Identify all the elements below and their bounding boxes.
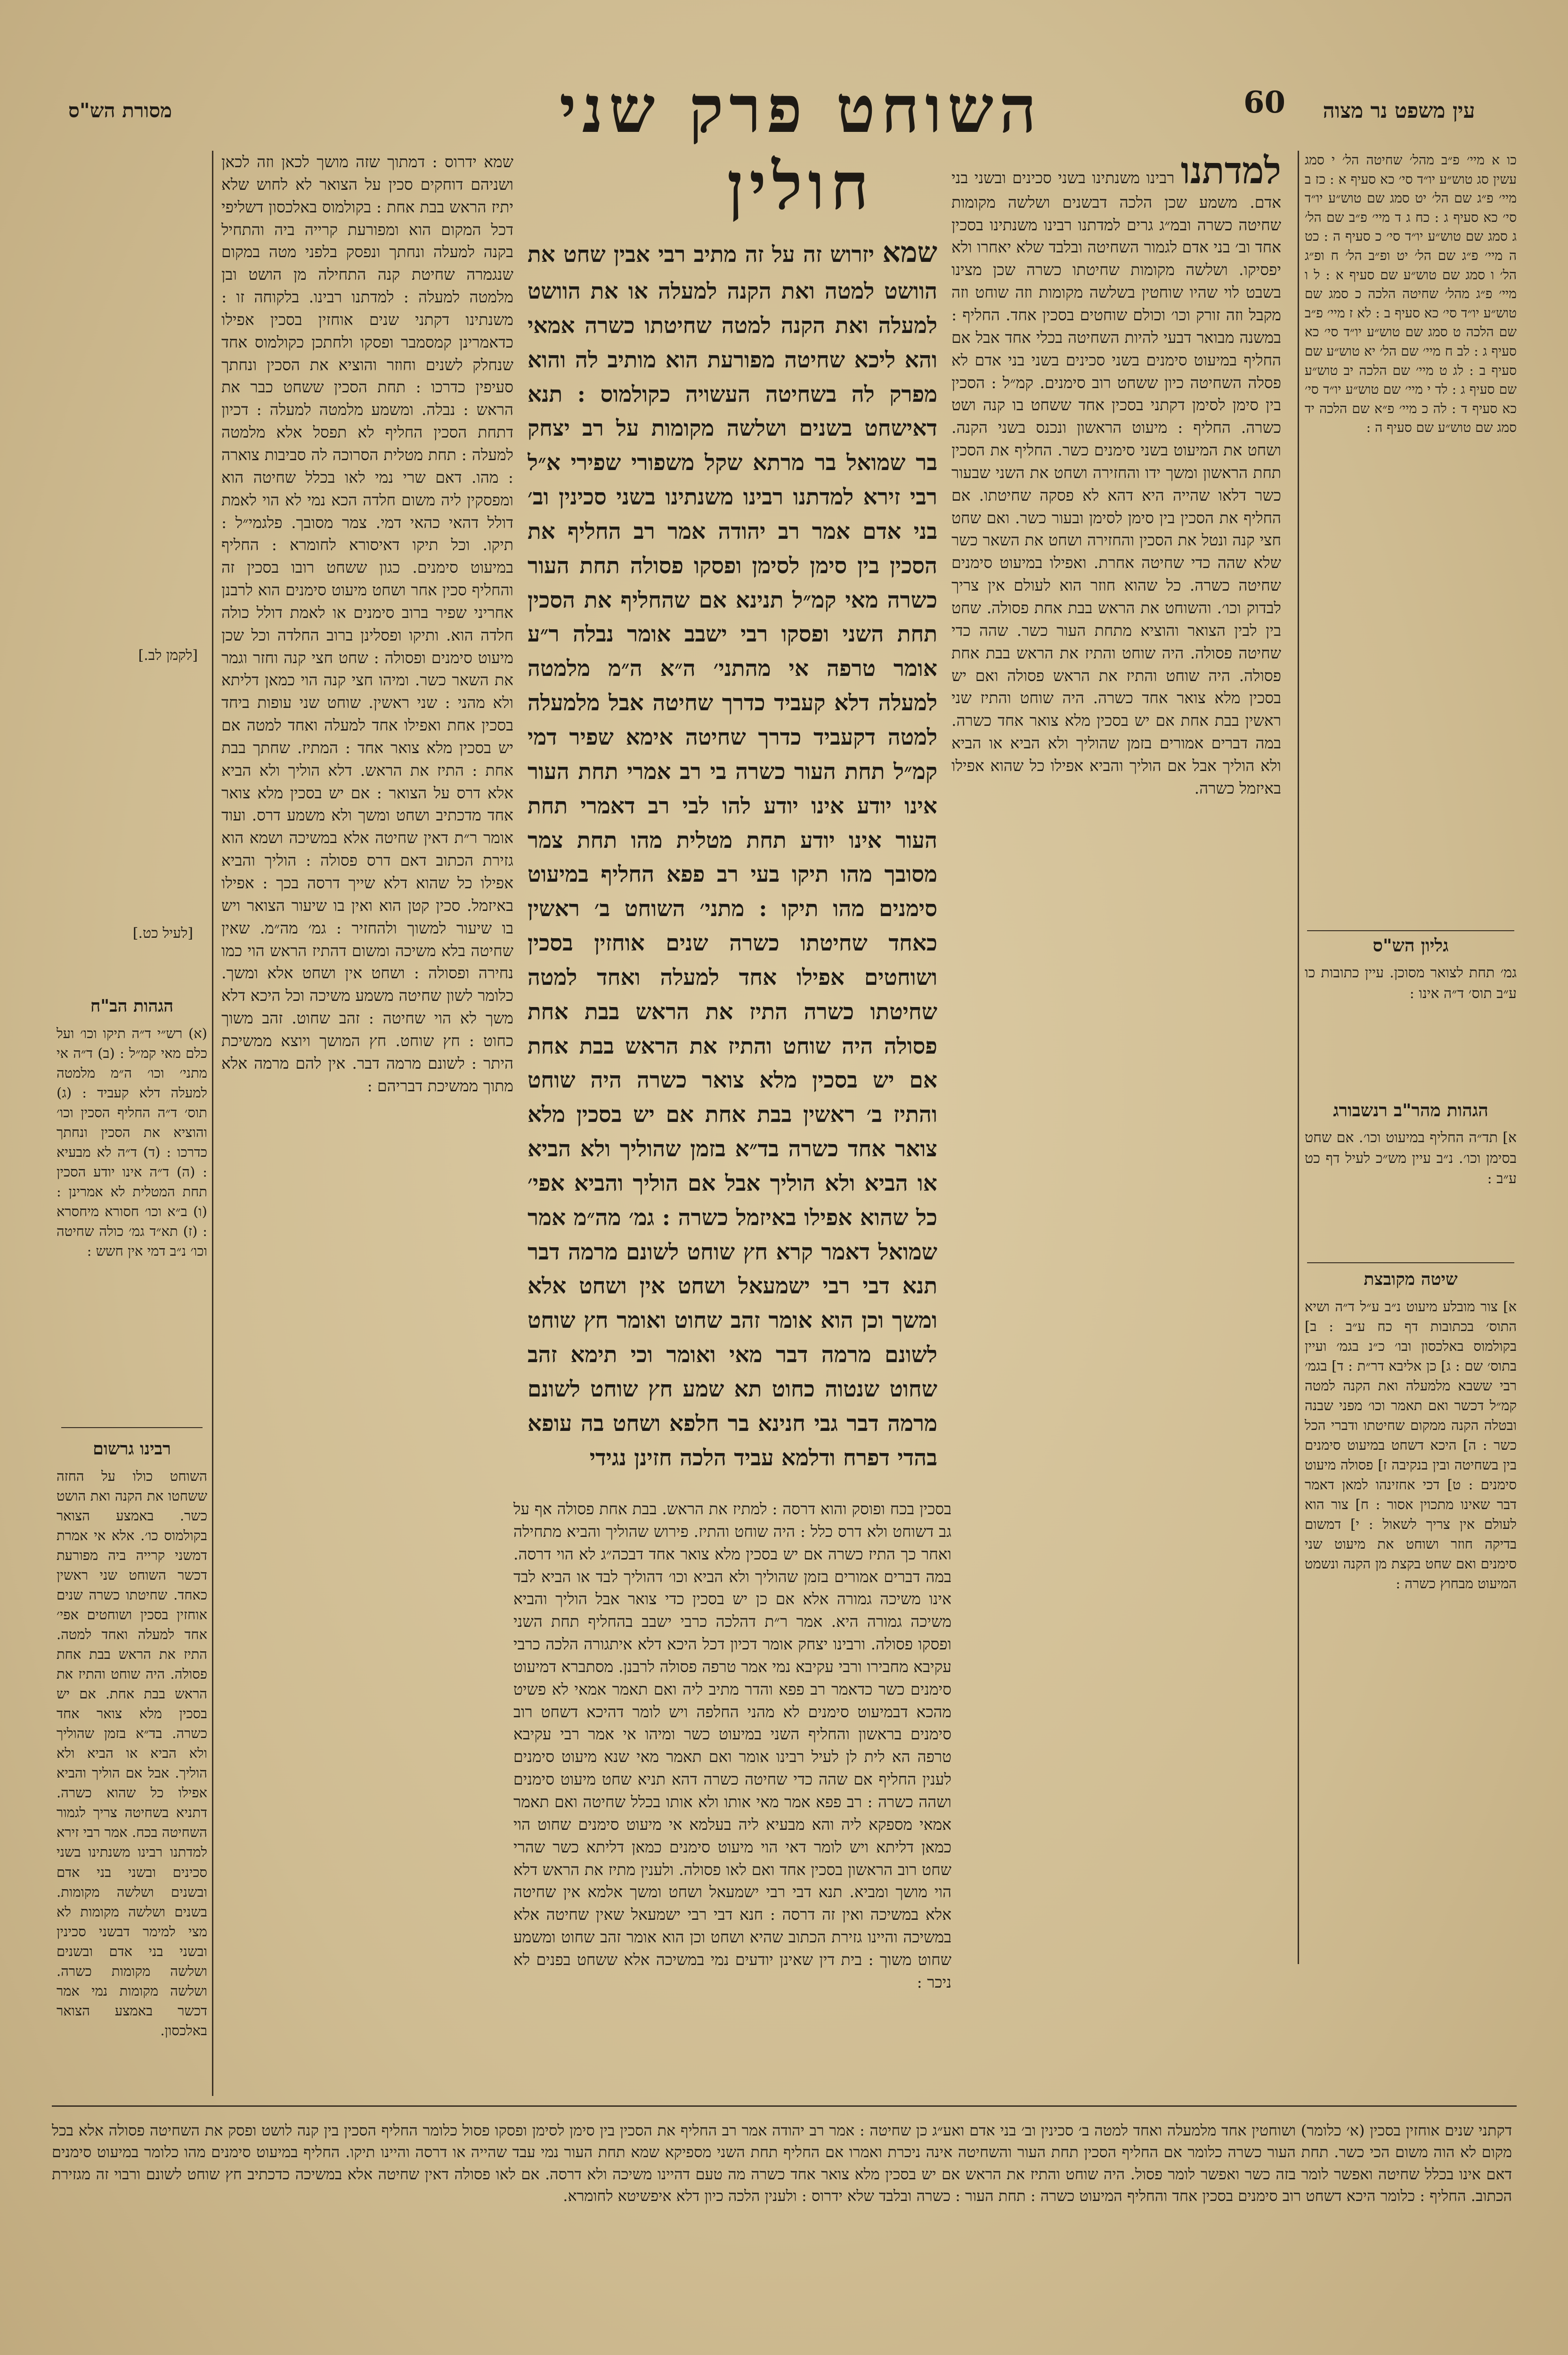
gemara-main-text bbox=[528, 231, 937, 1484]
rabbenu-gershom-text: השוחט כולו על החזה ששחטו את הקנה ואת הושט כשר. באמצע הצואר בקולמוס כו׳. אלא אי אמרת דמשני קרייה ביה מפורעת דכשר השוחט שני ראשין כאחד. שחיטתו כשרה שנים אוחזין בסכין ושוחטים אפי׳ אחד למעלה ואחד למטה. התיז את הראש בבת אחת פסולה. היה שוחט והתיז את הראש בבת אחת. אם יש בסכין מלא צואר אחד כשרה. בד״א בזמן שהוליך ולא הביא או הביא ולא הוליך. אבל אם הוליך והביא אפילו כל שהוא כשרה. דתניא בשחיטה צריך לגמור השחיטה בכח. אמר רבי זירא למדתנו רבינו משנתינו בשני סכינים ובשני בני אדם ובשנים ושלשה מקומות. בשנים ושלשה מקומות לא מצי למימר דבשני סכינין ובשני בני אדם ובשנים ושלשה מקומות כשרה. ושלשה מקומות נמי אמר דכשר באמצע הצואר באלכסון. bbox=[57, 1468, 207, 2038]
footer-divider bbox=[52, 2105, 1517, 2107]
rabbenu-gershom-box bbox=[57, 1437, 207, 2087]
gilyon-divider bbox=[1307, 930, 1514, 931]
tosafot-lower-commentary bbox=[513, 1498, 951, 2087]
rashi-commentary bbox=[951, 151, 1281, 2049]
masoret-hashas-header: מסורת הש"ס bbox=[68, 99, 172, 122]
gemara-text: יזרוש זה על זה מתיב רבי אבין שחט את הוושט למטה ואת הקנה למעלה או את הוושט למעלה ואת הקנה למטה שחיטתו כשרה אמאי והא ליכא שחיטה מפורעת הוא מותיב לה והוא מפרק לה בשחיטה העשויה כקולמוס : תנא דאישחט בשנים ושלשה מקומות על רב יצחק בר שמואל בר מרתא שקל משפורי שפירי א״ל רבי זירא למדתנו רבינו משנתינו בשני סכינין וב׳ בני אדם אמר רב יהודה אמר רב החליף את הסכין בין סימן לסימן ופסקו פסולה תחת העור כשרה מאי קמ״ל תנינא אם שהחליף את הסכין תחת השני ופסקו רבי ישבב אומר נבלה ר״ע אומר טרפה אי מהתני׳ ה״א ה״מ מלמטה למעלה דלא קעביד כדרך שחיטה אבל מלמעלה למטה דקעביד כדרך שחיטה אימא שפיר דמי קמ״ל תחת העור כשרה בי רב אמרי תחת העור אינו יודע אינו יודע להו לבי רב דאמרי תחת העור אינו יודע תחת מטלית מהו תחת צמר מסובך מהו תיקו בעי רב פפא החליף במיעוט סימנים מהו תיקו : מתני׳ השוחט ב׳ ראשין כאחד שחיטתו כשרה שנים אוחזין בסכין ושוחטים אפילו אחד למעלה ואחד למטה שחיטתו כשרה התיז את הראש בבת אחת פסולה היה שוחט והתיז את הראש בבת אחת אם יש בסכין מלא צואר כשרה היה שוחט והתיז ב׳ ראשין בבת אחת אם יש בסכין מלא צואר אחד כשרה בד״א בזמן שהוליך ולא הביא או הביא ולא הוליך אבל אם הוליך והביא אפי׳ כל שהוא אפילו באיזמל כשרה : גמ׳ מה״מ אמר שמואל דאמר קרא חץ שוחט לשונם מרמה דבר תנא דבי רבי ישמעאל ושחט אין ושחט אלא ומשך וכן הוא אומר זהב שחוט ואומר חץ שוחט לשונם מרמה דבר מאי ואומר וכי תימא זהב שחוט שנטוה כחוט תא שמע חץ שוחט לשונם מרמה דבר גבי חנינא בר חלפא ושחט בה עופא בהדי דפרח ודלמא עביד הלכה חזינן נגידי bbox=[528, 242, 937, 1471]
tosafot-text: שמא ידרוס : דמתוך שזה מושך לכאן וזה לכאן ושניהם דוחקים סכין על הצואר לא לחוש שלא יתיז הראש בבת אחת : בקולמוס באלכסון דשליפי דכל המקום הוא ומפורעת קרייה ביה והתחיל בקנה למעלה ונחתך ונפסק בלפני מטה במקום שנגמרה שחיטת קנה התחילה מן הושט ובן מלמטה למעלה : למדתנו רבינו. בלקוחה זו : משנתינו דקתני שנים אוחזין בסכין אפילו כדאמרינן קמסמבר ופסקו ולחתכן כקולמוס אחד שנחלק לשנים וחוזר והוציא את הסכין ונחתך סעיפין כדרכו : תחת הסכין ששחט כבר את הראש : נבלה. ומשמע מלמטה למעלה : דכיון דתחת הסכין החליף לא תפסל אלא מלמטה למעלה : תחת מטלית הסרוכה לה סביבות צוארה : מהו. דאם שרי נמי לאו בכלל שחיטה הוא ומפסקין ליה משום חלדה הכא נמי לא הוי לאמת דולל דהאי כהאי דמי. צמר מסובך. פלגמי״ל : תיקו. וכל תיקו דאיסורא לחומרא : החליף במיעוט סימנים. כגון ששחט רובו בסכין זה והחליף סכין אחר ושחט מיעוט סימנים הוא לרבנן אחריני שפיר ברוב סימנים או לאמת דולל כולה חלדה הוא. ותיקו ופסלינן ברוב החלדה וכל שכן מיעוט סימנים ופסולה : שחט חצי קנה וחזר וגמר את השאר כשר. ומיהו חצי קנה הוי כמאן דליתא ולא מהני : שני ראשין. שוחט שני עופות ביחד בסכין אחת ואפילו אחד למעלה ואחד למטה אם יש בסכין מלא צואר אחד : המתיז. שחתך בבת אחת : התיז את הראש. דלא הוליך ולא הביא אלא דרס על הצואר : אם יש בסכין מלא צואר אחד מדכתיב ושחט ומשך ולא משמע דרס. ועוד אומר ר״ת דאין שחיטה אלא במשיכה ושמא הוא גזירת הכתוב דאם דרס פסולה : הוליך והביא אפילו כל שהוא דלא שייך דרסה בכך : אפילו באיזמל. סכין קטן הוא ואין בו שיעור הצואר ויש בו שיעור למשוך ולהחזיר : גמ׳ מה״מ. שאין שחיטה בלא משיכה ומשום דהתיז הראש הוי כמו נחירה ופסולה : ושחט אין ושחט אלא ומשך. כלומר לשון שחיטה משמע משיכה וכל היכא דלא משך לא הוי שחיטה : זהב שחוט. זהב משוך כחוט : חץ שוחט. חץ המושך ויוצא ממשיכת היתר : לשונם מרמה דבר. אין להם מרמה אלא מתוך ממשיכת דבריהם : bbox=[221, 153, 513, 1095]
ein-mishpat-column bbox=[1305, 151, 1517, 928]
gilyon-title: גליון הש"ס bbox=[1373, 935, 1449, 956]
hagahot-habach-text: (א) רש״י ד״ה תיקו וכו׳ ועל כלם מאי קמ״ל : (ב) ד״ה אי מתני׳ וכו׳ ה״מ מלמטה למעלה דלא קעביד : (ג) תוס׳ ד״ה החליף הסכין וכו׳ והוציא את הסכין ונחתך כדרכו : (ד) ד״ה לא מבעיא : (ה) ד״ה אינו יודע הסכין תחת המטלית לא אמרינן : (ו) ב״א וכו׳ חסורא מיחסרא : (ז) תא״ד גמ׳ כולה שחיטה וכו׳ נ״ב דמי אין חשש : bbox=[57, 1025, 207, 1259]
hagahot-maharab-text: א] תד״ה החליף במיעוט וכו׳. אם שחט בסימן וכו׳. נ״ב עיין מש״כ לעיל דף כט ע״ב : bbox=[1305, 1129, 1517, 1187]
hagahot-habach-title: הגהות הב"ח bbox=[90, 996, 174, 1016]
footer-notes bbox=[52, 2120, 1512, 2317]
footer-notes-text: דקתני שנים אוחזין בסכין (א׳ כלומר) ושוחטין אחד מלמעלה ואחד למטה ב׳ סכינין וב׳ בני אדם ואע״ג כן שחיטה : אמר רב יהודה אמר רב החליף את הסכין בין סימן לסימן ופסקו פסול כלומר החליף הסכין בין קנה לושט ופסק את השחיטה פסולה אלא בכל מקום לא הוה משום הכי כשר. תחת העור כשרה כלומר אם החליף הסכין תחת העור והשחיטה אינה ניכרת ואמרו אם החליף תחת השני מספיקא שמא תחת העור נמי עבד שהייה או דרסה והיינו תיקו. החליף במיעוט סימנים מהו כלומר במיעוט סימנים דאם אינו בכלל שחיטה ואפשר לומר בזה כשר ואפשר לומר פסול. היה שוחט והתיז את הראש אם יש בסכין מלא צואר אחד כשרה מה טעם דהיינו משיכה ולא דרסה. אם לאו פסולה דאין שחיטה אלא במשיכה כדכתיב חץ שוחט לשונם ורבוי זה מגזירת הכתוב. החליף : כלומר היכא דשחט רוב סימנים בסכין אחד והחליף המיעוט כשרה : תחת העור : כשרה ובלבד שלא ידרוס : ולענין הלכה כיון דלא איפשיטא לחומרא. bbox=[52, 2121, 1512, 2205]
left-margin-divider bbox=[212, 151, 213, 2096]
gilyon-text: גמ׳ תחת לצואר מסוכן. עיין כתובות כו ע״ב תוס׳ ד״ה אינו : bbox=[1305, 965, 1517, 1002]
rashi-text: רבינו משנתינו בשני סכינים ובשני בני אדם. משמע שכן הלכה דבשנים ושלשה מקומות שחיטה כשרה ובמ״ג גרים למדתנו רבינו משנתינו בסכין אחד וב׳ בני אדם לגמור השחיטה ובלבד שלא יאחרו ולא יפסיקו. ושלשה מקומות שחיטתו כשרה שכן מצינו בשבט לוי שהיו שוחטין בשלשה מקומות וזה שוחט וזה מקבל וזה זורק וכו׳ וכולם שוחטים בסכין אחד. החליף : במשנה מבואר דבעי להיות השחיטה בכלי אחד אבל אם החליף במיעוט סימנים בשני סכינים בשני בני אדם לא פסלה השחיטה כיון ששחט רוב סימנים. קמ״ל : הסכין בין סימן לסימן דקתני בסכין אחד ששחט בו קנה ושט כשרה. החליף : מיעוט הראשון ונכנס בשני הקנה. ושחט את המיעוט בשני סימנים כשר. החליף את הסכין תחת הראשון ומשך ידו והחזירה ושחט את השני שבעור כשר דלאו שהייה היא דהא לא פסקה שחיטתו. אם החליף את הסכין בין סימן לסימן ובעור כשר. ואם שחט חצי קנה ונטל את הסכין והחזירה ושחט את השאר כשר שלא שהה כדי שחיטה אחרת. ואפילו במיעוט סימנים שחיטה כשרה. כל שהוא חוזר הוא לעולם אין צריך לבדוק וכו׳. והשוחט את הראש בבת אחת פסולה. שחט בין לבין הצואר והוציא מתחת העור כשר. שהה כדי שחיטה פסולה. היה שוחט והתיז את הראש בבת אחת פסולה. היה שוחט והתיז את הראש פסולה ואם יש בסכין מלא צואר אחד כשרה. היה שוחט והתיז שני ראשין בבת אחת אם יש בסכין מלא צואר אחד כשרה. במה דברים אמורים בזמן שהוליך ולא הביא או הביא ולא הוליך אבל אם הוליך והביא אפילו כל שהוא אפילו באיזמל כשרה. bbox=[951, 169, 1281, 797]
masoret-ref-1-text: [לקמן לב.] bbox=[138, 647, 198, 664]
shita-mekubetzet-box bbox=[1305, 1267, 1517, 1955]
rabbenu-divider bbox=[61, 1427, 203, 1428]
ein-mishpat-text: כו א מיי׳ פ״ב מהל׳ שחיטה הל׳ י סמג עשין סג טוש״ע יו״ד סי׳ כא סעיף א : כז ב מיי׳ פ״ג שם הל׳ יט סמג שם טוש״ע יו״ד סי׳ כא סעיף ג : כח ג ד מיי׳ פ״ב שם הל׳ ג סמג שם טוש״ע יו״ד סי׳ כ סעיף ה : כט ה מיי׳ פ״ג שם הל׳ יט ופ״ב הל׳ ח ופ״ג הל׳ ו סמג שם טוש״ע שם סעיף א : ל ו מיי׳ פ״ג מהל׳ שחיטה הלכה כ סמג שם טוש״ע יו״ד סי׳ כא סעיף ב : לא ז מיי׳ פ״ב שם הלכה ט סמג שם טוש״ע יו״ד סי׳ כא סעיף ג : לב ח מיי׳ שם הל׳ יא טוש״ע שם סעיף ב : לג ט מיי׳ שם הלכה יב טוש״ע שם סעיף ג : לד י מיי׳ שם טוש״ע יו״ד סי׳ כא סעיף ד : לה כ מיי׳ פ״א שם הלכה יד סמג שם טוש״ע שם סעיף ה : bbox=[1305, 152, 1517, 436]
masoret-ref-1 bbox=[80, 645, 198, 664]
ein-mishpat-header: עין משפט נר מצוה bbox=[1323, 99, 1475, 123]
shita-title: שיטה מקובצת bbox=[1364, 1269, 1458, 1289]
hagahot-maharab-title: הגהות מהר"ב רנשבורג bbox=[1333, 1100, 1488, 1121]
masoret-ref-2 bbox=[85, 923, 193, 942]
hagahot-habach-box bbox=[57, 994, 207, 1295]
rabbenu-gershom-title: רבינו גרשום bbox=[93, 1438, 171, 1459]
page-title: השוחט פרק שני חולין bbox=[559, 71, 1042, 224]
gilyon-hashas-box bbox=[1305, 933, 1517, 1093]
tosafot-lower-text: בסכין בכח ופוסק והוא דרסה : למתיז את הראש. בבת אחת פסולה אף על גב דשוחט ולא דרס כלל : היה שוחט והתיז. פירוש שהוליך והביא מתחילה ואחר כך התיז כשרה אם יש בסכין מלא צואר אחד דבכה״ג לא הוי דרסה. במה דברים אמורים בזמן שהוליך ולא הביא וכו׳ דהוליך לבד או הביא לבד אינו משיכה גמורה אלא אם כן יש בסכין כדי צואר אבל הוליך והביא משיכה גמורה היא. אמר ר״ת דהלכה כרבי ישבב בהחליף תחת השני ופסקו פסולה. ורבינו יצחק אומר דכיון דכל היכא דלא איתגורה הלכה כרבי עקיבא מחבירו ורבי עקיבא נמי אמר טרפה פסולה לרבנן. מסתברא דמיעוט סימנים כשר כדאמר רב פפא והדר מתיב ליה ואם תאמר אמאי לא פשיט מהכא דבמיעוט סימנים לא מהני החלפה ויש לומר דהיכא דשחט רוב סימנים בראשון והחליף השני במיעוט כשר ומיהו אי אמר רבי עקיבא טרפה הא לית לן לעיל רבינו אומר ואם תאמר מאי שנא מיעוט סימנים לענין החליף אם שהה כדי שחיטה כשרה דהא תניא שחט מיעוט סימנים ושהה כשרה : רב פפא אמר מאי אותו ולא אותו בכלל שחיטה ואם תאמר אמאי מספקא ליה והא מבעיא ליה בעלמא אי מיעוט סימנים שחוט הוי כמאן דליתא ויש לומר דאי הוי מיעוט סימנים כמאן דליתא כשר שהרי שחט רוב הראשון בסכין אחד ואם לאו פסולה. ולענין מתיז את הראש דלא הוי מושך ומביא. תנא דבי רבי ישמעאל ושחט ומשך אלמא אין שחיטה אלא במשיכה ואין זה דרסה : חנא דבי רבי ישמעאל שאין שחיטה אלא במשיכה והיינו גזירת הכתוב שהיא ושחט וכן הוא אומר זהב שחוט ומשמע שחוט משוך : בית דין שאינן יודעים נמי במשיכה אלא ששחט בפנים לא ניכר : bbox=[513, 1500, 951, 1991]
shita-text: א] צור מובלע מיעוט נ״ב ע״ל ד״ה ושיא התוס׳ בכתובות דף כח ע״ב : ב] בקולמוס באלכסון ובו׳ כ״נ בגמ׳ ועיין בתוס׳ שם : ג] כן אליבא דר״ת : ד] בגמ׳ רבי ששבא מלמעלה ואת הקנה למטה קמ״ל דכשר ואם תאמר וכו׳ מפני שבנה ובטלה הקנה ממקום שחיטתו ודברי הכל כשר : ה] היכא דשחט במיעוט סימנים בין בשחיטה ובין בנקיבה ז] פסולה מיעוט סימנים : ט] דכי אחזינהו למאן דאמר דבר שאינו מתכוין אסור : ח] צור הוא לעולם אין צריך לשאול : י] דמשום בדיקה חוזר ושוחט את מיעוט שני סימנים ואם שחט בקצת מן הקנה ונשמט המיעוט מבחוץ כשרה : bbox=[1305, 1298, 1517, 1592]
tosafot-commentary bbox=[221, 151, 513, 1545]
shita-divider bbox=[1307, 1262, 1514, 1263]
rashi-opening-word: למדתנו bbox=[1180, 151, 1281, 192]
masoret-ref-2-text: [לעיל כט.] bbox=[132, 925, 193, 942]
right-margin-divider bbox=[1298, 151, 1299, 1964]
gemara-opening-word: שמא bbox=[882, 236, 937, 269]
hagahot-maharab-box bbox=[1305, 1097, 1517, 1267]
page-number: 60 bbox=[1243, 85, 1286, 120]
